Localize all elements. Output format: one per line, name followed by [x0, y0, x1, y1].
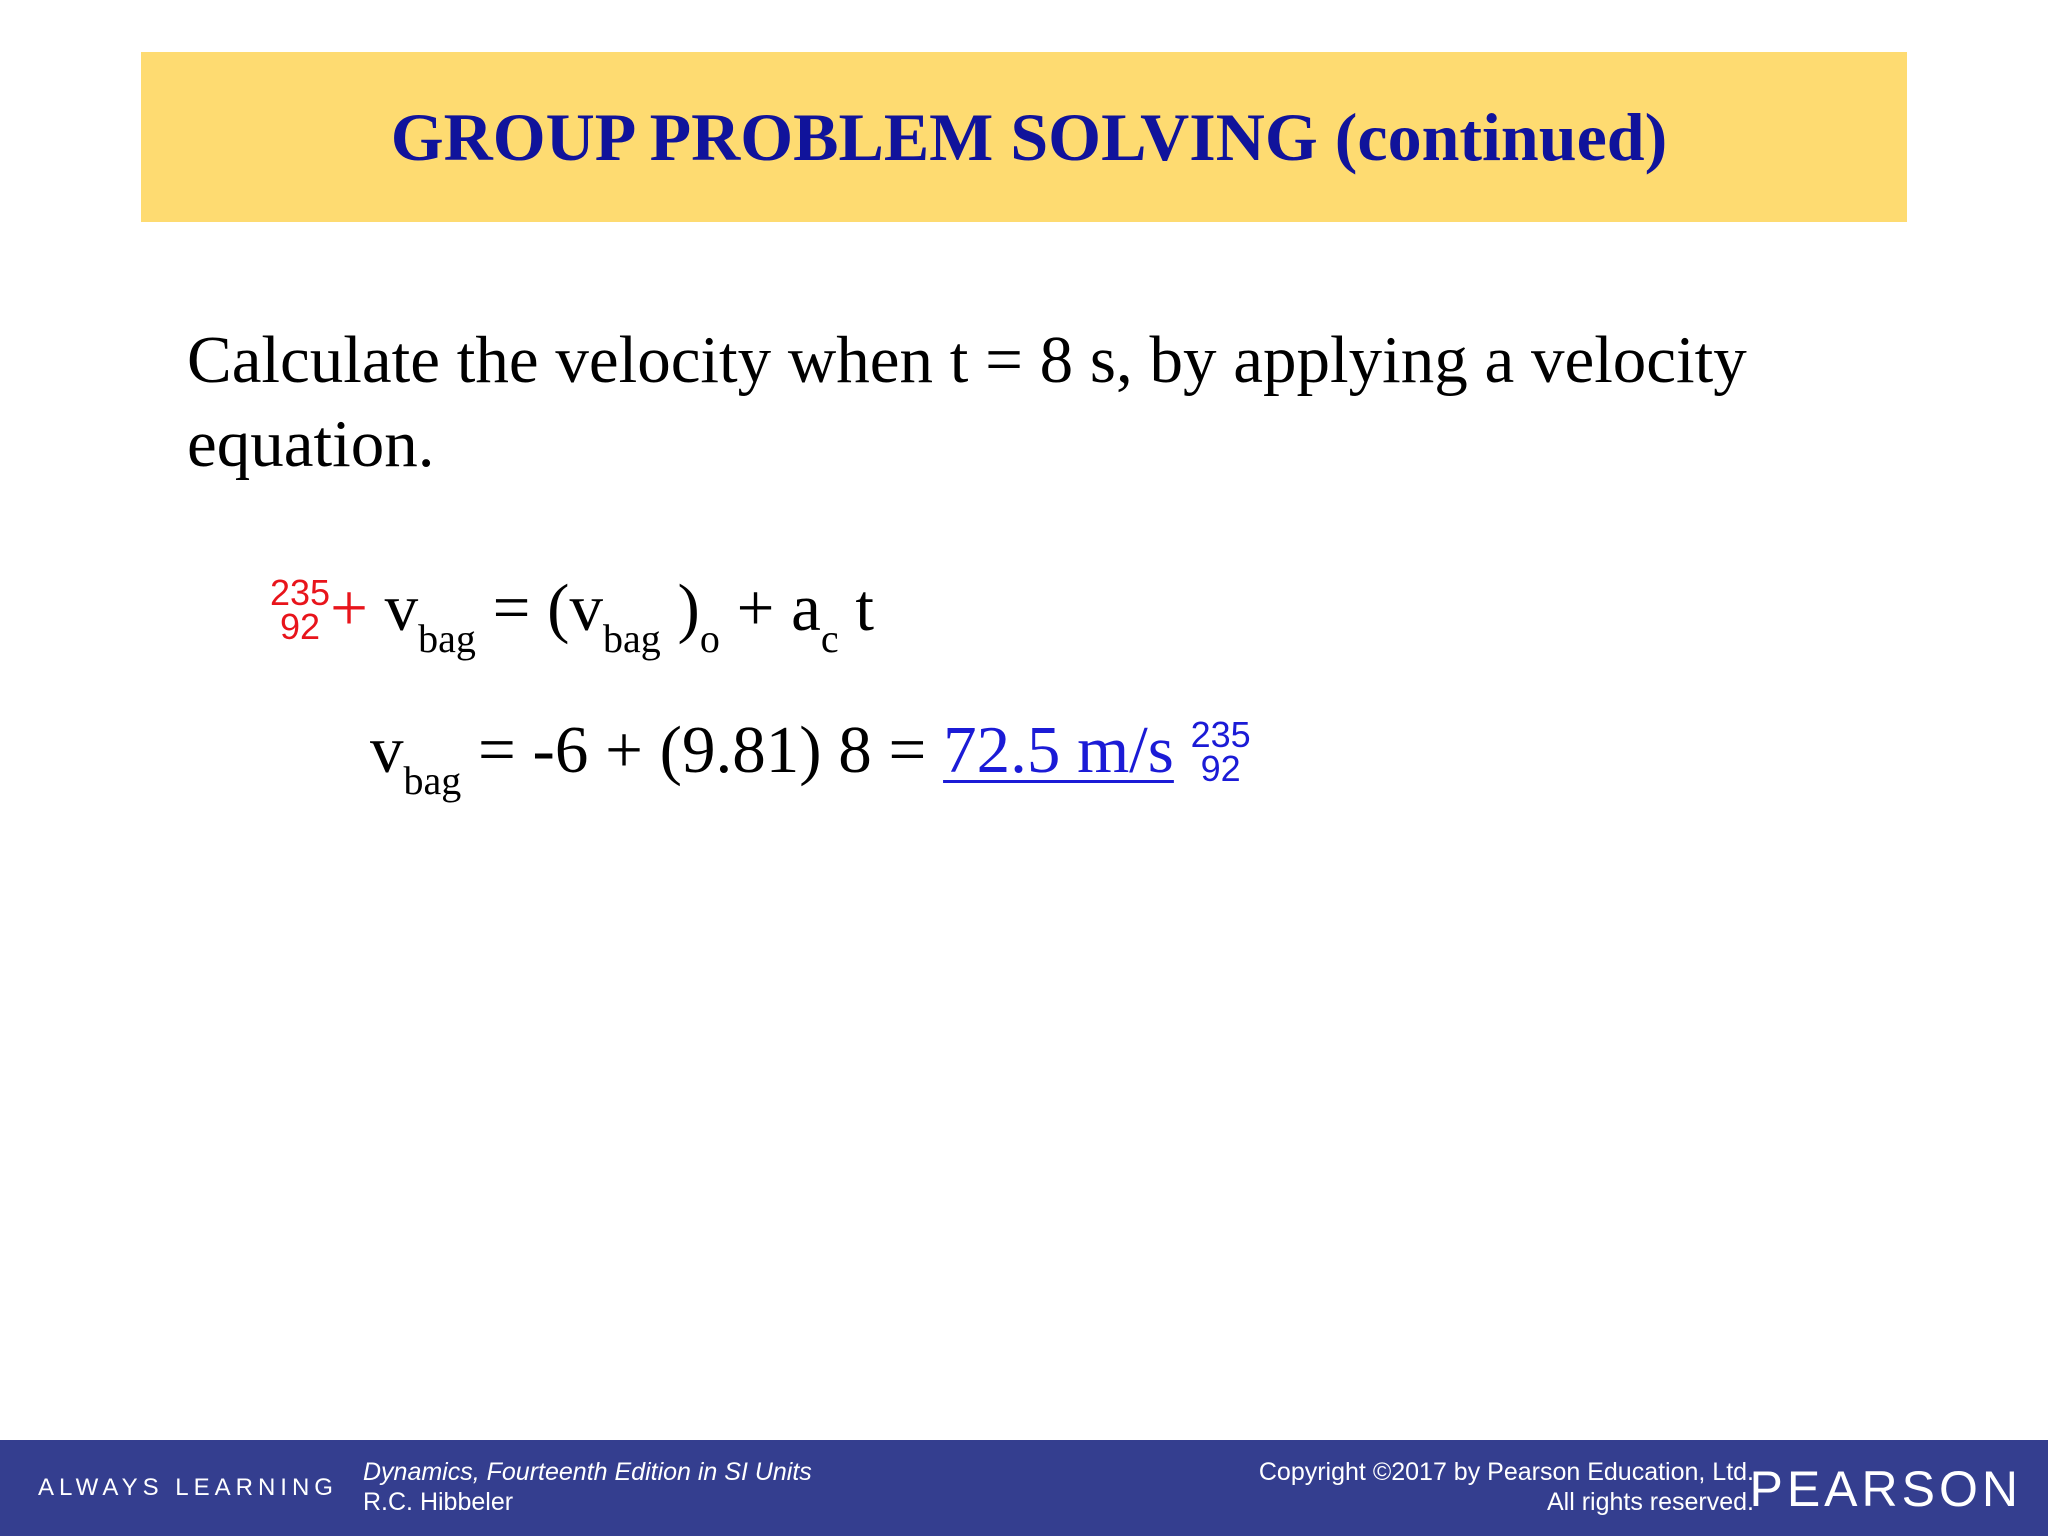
slide-title: GROUP PROBLEM SOLVING (continued) [390, 98, 1668, 175]
eq1-v: v [384, 571, 419, 645]
problem-statement [187, 318, 1907, 486]
eq1-t: t [838, 571, 874, 645]
book-info [363, 1457, 812, 1517]
velocity-answer: 72.5 m/s [943, 713, 1174, 787]
nuclide-atomic-blue: 92 [1200, 748, 1241, 789]
direction-marker-blue [1190, 714, 1251, 789]
nuclide-atomic: 92 [280, 606, 321, 647]
nuclide-mass: 235 [270, 572, 331, 613]
eq2-v-sub: bag [403, 758, 462, 803]
eq1-c-sub: c [820, 616, 839, 661]
pearson-logo: PEARSON [1749, 1461, 2022, 1517]
title-bar [141, 52, 1907, 222]
eq2-expression: = -6 + (9.81) 8 = [461, 713, 944, 787]
problem-line-2: equation. [187, 407, 435, 481]
copyright-line-2: All rights reserved. [1546, 1488, 1754, 1516]
eq1-v2-sub: bag [603, 616, 661, 661]
eq1-o-sub: o [699, 616, 720, 661]
eq2-v: v [370, 713, 404, 787]
footer-bar [0, 1440, 2048, 1536]
velocity-equation [270, 570, 874, 670]
nuclide-mass-blue: 235 [1190, 714, 1251, 755]
eq1-plus-a: + a [719, 571, 821, 645]
copyright-line-1: Copyright ©2017 by Pearson Education, Ltd. [1258, 1458, 1754, 1486]
problem-line-1: Calculate the velocity when t = 8 s, by applying a velocity [187, 323, 1747, 397]
book-author: R.C. Hibbeler [363, 1488, 514, 1516]
eq1-equals-open: = (v [475, 571, 603, 645]
direction-marker-red [270, 572, 331, 647]
positive-direction-plus: + [330, 571, 368, 645]
always-learning-label: ALWAYS LEARNING [38, 1474, 338, 1501]
copyright [1259, 1457, 1754, 1517]
eq1-v-sub: bag [418, 616, 476, 661]
eq1-close-paren: ) [660, 571, 700, 645]
book-title: Dynamics, Fourteenth Edition in SI Units [363, 1458, 812, 1486]
velocity-result-equation [370, 712, 1251, 812]
